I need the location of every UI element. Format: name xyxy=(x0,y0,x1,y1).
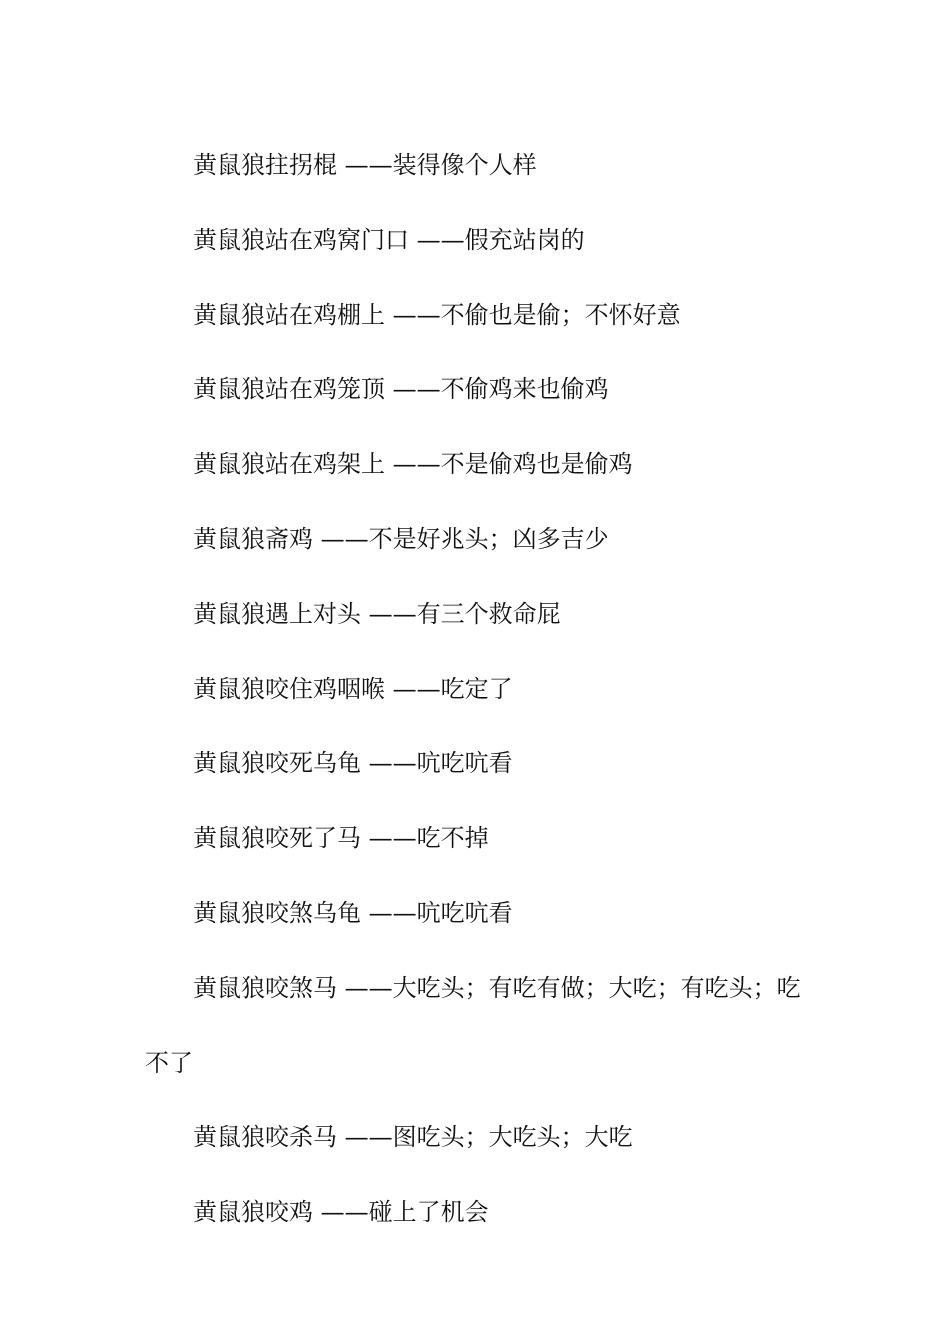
entry-term: 黄鼠狼咬死了马 xyxy=(193,824,361,853)
entry-separator: —— xyxy=(361,898,417,927)
entry-term: 黄鼠狼斋鸡 xyxy=(193,524,313,553)
list-item xyxy=(145,203,815,278)
list-item xyxy=(145,278,815,353)
list-item xyxy=(145,652,815,727)
entry-separator: —— xyxy=(337,1123,393,1152)
entry-answer: 大吃头；有吃有做；大吃；有吃头；吃不了 xyxy=(145,973,801,1077)
entry-answer: 图吃头；大吃头；大吃 xyxy=(392,1123,633,1152)
entry-separator: —— xyxy=(409,225,465,254)
list-item xyxy=(145,1175,815,1250)
list-item xyxy=(145,502,815,577)
entry-term: 黄鼠狼咬住鸡咽喉 xyxy=(193,674,385,703)
list-item xyxy=(145,726,815,801)
entry-separator: —— xyxy=(313,524,369,553)
entry-answer: 假充站岗的 xyxy=(464,225,585,254)
list-item xyxy=(145,876,815,951)
list-item xyxy=(145,352,815,427)
entry-term: 黄鼠狼站在鸡棚上 xyxy=(193,300,385,329)
entry-separator: —— xyxy=(385,375,441,404)
entry-answer: 碰上了机会 xyxy=(368,1198,489,1227)
entry-separator: —— xyxy=(361,749,417,778)
entry-term: 黄鼠狼站在鸡窝门口 xyxy=(193,225,409,254)
entry-separator: —— xyxy=(361,599,417,628)
entry-answer: 不偷也是偷；不怀好意 xyxy=(440,300,681,329)
entry-term: 黄鼠狼咬煞乌龟 xyxy=(193,898,361,927)
entry-answer: 吭吃吭看 xyxy=(416,749,513,778)
list-item xyxy=(145,801,815,876)
entry-term: 黄鼠狼站在鸡笼顶 xyxy=(193,375,385,404)
entry-answer: 不是好兆头；凶多吉少 xyxy=(368,524,609,553)
entry-separator: —— xyxy=(337,151,393,179)
list-item xyxy=(145,427,815,502)
entry-separator: —— xyxy=(385,300,441,329)
list-item xyxy=(145,1100,815,1175)
entry-separator: —— xyxy=(361,824,417,853)
list-item xyxy=(145,128,815,203)
entry-answer: 有三个救命屁 xyxy=(416,599,561,628)
entry-term: 黄鼠狼拄拐棍 xyxy=(193,151,337,179)
entry-separator: —— xyxy=(385,450,441,479)
entry-answer: 吭吃吭看 xyxy=(416,898,513,927)
entry-term: 黄鼠狼遇上对头 xyxy=(193,599,361,628)
entry-answer: 不偷鸡来也偷鸡 xyxy=(440,375,609,404)
entry-separator: —— xyxy=(385,674,441,703)
entry-term: 黄鼠狼咬煞马 xyxy=(193,973,337,1002)
entry-answer: 不是偷鸡也是偷鸡 xyxy=(440,450,633,479)
entry-answer: 装得像个人样 xyxy=(392,151,537,179)
entry-term: 黄鼠狼咬死乌龟 xyxy=(193,749,361,778)
entry-answer: 吃定了 xyxy=(440,674,513,703)
entry-separator: —— xyxy=(337,973,393,1002)
xiehouyu-list xyxy=(145,128,815,1250)
entry-term: 黄鼠狼咬鸡 xyxy=(193,1198,313,1227)
list-item xyxy=(145,951,815,1101)
entry-answer: 吃不掉 xyxy=(416,824,489,853)
entry-term: 黄鼠狼站在鸡架上 xyxy=(193,450,385,479)
entry-separator: —— xyxy=(313,1198,369,1227)
entry-term: 黄鼠狼咬杀马 xyxy=(193,1123,337,1152)
list-item xyxy=(145,577,815,652)
